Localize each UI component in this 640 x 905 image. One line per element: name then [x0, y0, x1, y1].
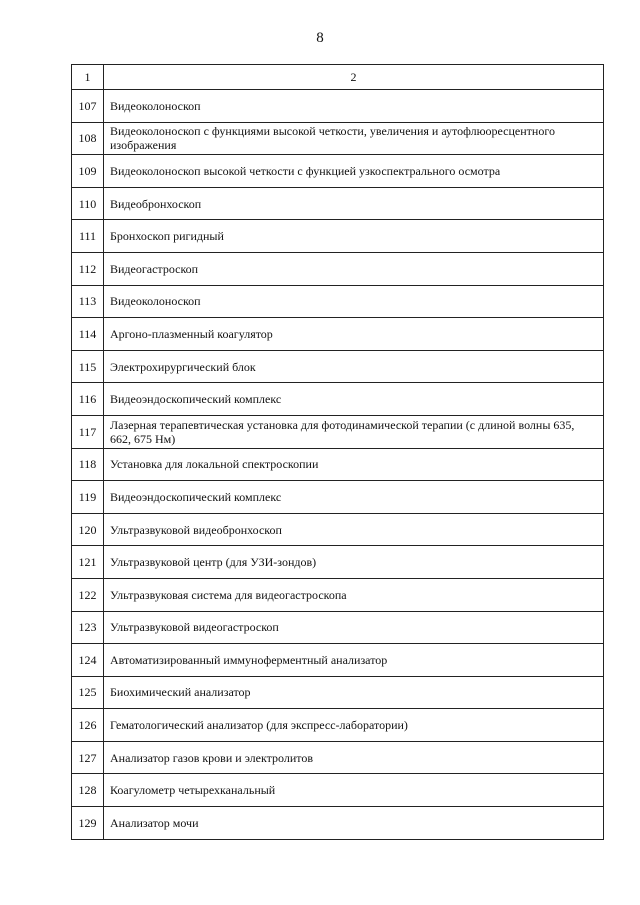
row-number: 116	[72, 383, 104, 416]
equipment-name: Бронхоскоп ригидный	[104, 220, 604, 253]
table-row	[72, 676, 604, 709]
row-number: 128	[72, 774, 104, 807]
page-number: 8	[316, 30, 324, 46]
row-number: 120	[72, 513, 104, 546]
table-row	[72, 448, 604, 481]
equipment-name: Коагулометр четырехканальный	[104, 774, 604, 807]
table-row	[72, 774, 604, 807]
table-row	[72, 252, 604, 285]
equipment-name: Видеоколоноскоп высокой четкости с функцией узкоспектрального осмотра	[104, 155, 604, 188]
table-row	[72, 807, 604, 840]
equipment-name: Биохимический анализатор	[104, 676, 604, 709]
row-number: 114	[72, 318, 104, 351]
equipment-name: Аргоно-плазменный коагулятор	[104, 318, 604, 351]
equipment-name: Установка для локальной спектроскопии	[104, 448, 604, 481]
equipment-name: Ультразвуковой видеогастроскоп	[104, 611, 604, 644]
row-number: 110	[72, 187, 104, 220]
equipment-name: Видеогастроскоп	[104, 252, 604, 285]
table-row	[72, 611, 604, 644]
row-number: 109	[72, 155, 104, 188]
table-row	[72, 709, 604, 742]
row-number: 126	[72, 709, 104, 742]
table-row	[72, 644, 604, 677]
row-number: 112	[72, 252, 104, 285]
row-number: 117	[72, 415, 104, 448]
column-header-number: 1	[72, 65, 104, 90]
equipment-name: Видеоэндоскопический комплекс	[104, 481, 604, 514]
equipment-name: Автоматизированный иммуноферментный анализатор	[104, 644, 604, 677]
table-row	[72, 90, 604, 123]
row-number: 129	[72, 807, 104, 840]
row-number: 118	[72, 448, 104, 481]
equipment-name: Анализатор мочи	[104, 807, 604, 840]
row-number: 111	[72, 220, 104, 253]
table-body	[72, 65, 604, 840]
row-number: 127	[72, 741, 104, 774]
equipment-name: Видеоколоноскоп с функциями высокой четкости, увеличения и аутофлюоресцентного изображения	[104, 122, 604, 155]
table-row	[72, 350, 604, 383]
table-row	[72, 481, 604, 514]
row-number: 115	[72, 350, 104, 383]
table-row	[72, 415, 604, 448]
table-row	[72, 546, 604, 579]
equipment-name: Видеоколоноскоп	[104, 285, 604, 318]
table-row	[72, 285, 604, 318]
row-number: 124	[72, 644, 104, 677]
equipment-name: Анализатор газов крови и электролитов	[104, 741, 604, 774]
table-row	[72, 187, 604, 220]
table-row	[72, 155, 604, 188]
row-number: 119	[72, 481, 104, 514]
row-number: 122	[72, 578, 104, 611]
table-header-row	[72, 65, 604, 90]
equipment-name: Видеоколоноскоп	[104, 90, 604, 123]
table-row	[72, 220, 604, 253]
equipment-name: Лазерная терапевтическая установка для фотодинамической терапии (с длиной волны 635, 662, 675 Нм)	[104, 415, 604, 448]
table-row	[72, 513, 604, 546]
row-number: 107	[72, 90, 104, 123]
equipment-name: Ультразвуковая система для видеогастроскопа	[104, 578, 604, 611]
table-row	[72, 122, 604, 155]
row-number: 123	[72, 611, 104, 644]
equipment-name: Гематологический анализатор (для экспресс-лаборатории)	[104, 709, 604, 742]
row-number: 125	[72, 676, 104, 709]
table-row	[72, 318, 604, 351]
table-row	[72, 383, 604, 416]
table-row	[72, 578, 604, 611]
equipment-name: Видеобронхоскоп	[104, 187, 604, 220]
equipment-name: Электрохирургический блок	[104, 350, 604, 383]
equipment-name: Ультразвуковой видеобронхоскоп	[104, 513, 604, 546]
column-header-name: 2	[104, 65, 604, 90]
equipment-table	[71, 64, 604, 840]
equipment-name: Ультразвуковой центр (для УЗИ-зондов)	[104, 546, 604, 579]
row-number: 108	[72, 122, 104, 155]
equipment-name: Видеоэндоскопический комплекс	[104, 383, 604, 416]
table-row	[72, 741, 604, 774]
row-number: 113	[72, 285, 104, 318]
row-number: 121	[72, 546, 104, 579]
